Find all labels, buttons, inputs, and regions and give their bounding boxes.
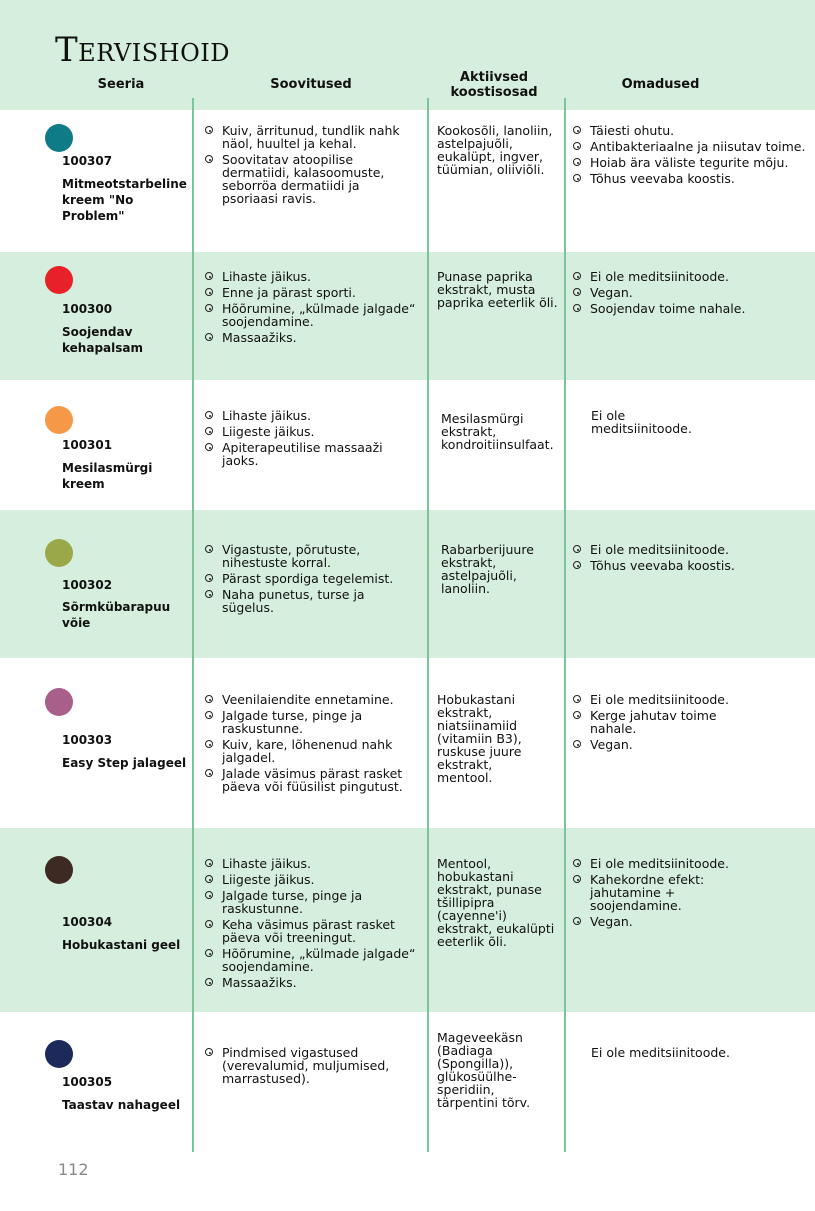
ingredients-text: Rabarberijuure ekstrakt, astelpajuõli, lanoliin. xyxy=(441,542,534,596)
product-code: 100304 xyxy=(62,915,113,929)
list-item: Massaažiks. xyxy=(205,976,417,989)
recommendations-list xyxy=(205,270,417,347)
product-name: Sõrmkübarapuu võie xyxy=(62,600,171,630)
list-item: Liigeste jäikus. xyxy=(205,425,417,438)
list-item: Kerge jahutav toime nahale. xyxy=(573,709,738,735)
list-item: Täiesti ohutu. xyxy=(573,124,808,137)
properties-list xyxy=(573,270,808,318)
list-item: Keha väsimus pärast rasket päeva või treeningut. xyxy=(205,918,417,944)
properties-list xyxy=(573,693,738,754)
product-code: 100300 xyxy=(62,302,113,316)
list-item: Tõhus veevaba koostis. xyxy=(573,559,808,572)
ingredients-text: Hobukastani ekstrakt, niatsiinamiid (vitamiin B3), ruskuse juure ekstrakt, mentool. xyxy=(437,692,522,785)
list-item: Hõõrumine, „külmade jalgade“ soojendamine. xyxy=(205,302,417,328)
properties-list xyxy=(573,543,808,575)
properties-list xyxy=(573,857,733,931)
column-divider xyxy=(427,98,429,1152)
list-item: Soojendav toime nahale. xyxy=(573,302,808,315)
product-name: Taastav nahageel xyxy=(62,1098,181,1112)
list-item: Soovitatav atoopilise dermatiidi, kalasoomuste, seborröa dermatiidi ja psoriaasi ravis. xyxy=(205,153,417,205)
list-item: Tõhus veevaba koostis. xyxy=(573,172,808,185)
list-item: Lihaste jäikus. xyxy=(205,857,417,870)
properties-text: Ei ole meditsiinitoode. xyxy=(591,408,692,436)
list-item: Jalgade turse, pinge ja raskustunne. xyxy=(205,709,417,735)
product-code: 100303 xyxy=(62,733,113,747)
list-item: Ei ole meditsiinitoode. xyxy=(573,270,808,283)
series-color-dot xyxy=(45,124,73,152)
list-item: Naha punetus, turse ja sügelus. xyxy=(205,588,417,614)
list-item: Pindmised vigastused (verevalumid, muljumised, marrastused). xyxy=(205,1046,395,1085)
product-code: 100301 xyxy=(62,438,113,452)
column-header-properties: Omadused xyxy=(621,77,700,92)
recommendations-list xyxy=(205,857,417,992)
recommendations-list xyxy=(205,693,417,796)
column-header-series: Seeria xyxy=(97,77,145,92)
series-color-dot xyxy=(45,688,73,716)
properties-text: Ei ole meditsiinitoode. xyxy=(591,1045,730,1060)
series-color-dot xyxy=(45,406,73,434)
product-name: Easy Step jalageel xyxy=(62,756,187,770)
series-color-dot xyxy=(45,266,73,294)
list-item: Jalade väsimus pärast rasket päeva või füüsilist pingutust. xyxy=(205,767,417,793)
list-item: Hoiab ära väliste tegurite mõju. xyxy=(573,156,808,169)
product-code: 100302 xyxy=(62,578,113,592)
list-item: Kahekordne efekt: jahutamine + soojendamine. xyxy=(573,873,733,912)
list-item: Enne ja pärast sporti. xyxy=(205,286,417,299)
list-item: Ei ole meditsiinitoode. xyxy=(573,857,733,870)
series-color-dot xyxy=(45,539,73,567)
list-item: Vegan. xyxy=(573,915,733,928)
properties-list xyxy=(573,124,808,188)
list-item: Vigastuste, põrutuste, nihestuste korral. xyxy=(205,543,417,569)
product-code: 100307 xyxy=(62,154,113,168)
list-item: Massaažiks. xyxy=(205,331,417,344)
list-item: Jalgade turse, pinge ja raskustunne. xyxy=(205,889,417,915)
column-header-ingredients: Aktiivsed koostisosad xyxy=(450,70,538,100)
series-color-dot xyxy=(45,1040,73,1068)
list-item: Kuiv, ärritunud, tundlik nahk näol, huultel ja kehal. xyxy=(205,124,417,150)
page-title: Tervishoid xyxy=(55,30,230,70)
list-item: Ei ole meditsiinitoode. xyxy=(573,543,808,556)
recommendations-list xyxy=(205,1046,395,1088)
product-name: Hobukastani geel xyxy=(62,938,181,952)
product-name: Mesilasmürgi kreem xyxy=(62,461,153,491)
list-item: Vegan. xyxy=(573,738,738,751)
list-item: Kuiv, kare, lõhenenud nahk jalgadel. xyxy=(205,738,417,764)
list-item: Antibakteriaalne ja niisutav toime. xyxy=(573,140,808,153)
page-number: 112 xyxy=(58,1160,89,1179)
list-item: Liigeste jäikus. xyxy=(205,873,417,886)
list-item: Lihaste jäikus. xyxy=(205,270,417,283)
ingredients-text: Kookosõli, lanoliin, astelpajuõli, eukalüpt, ingver, tüümian, oliiviõli. xyxy=(437,123,553,177)
column-divider xyxy=(564,98,566,1152)
list-item: Veenilaiendite ennetamine. xyxy=(205,693,417,706)
list-item: Apiterapeutilise massaaži jaoks. xyxy=(205,441,417,467)
series-color-dot xyxy=(45,856,73,884)
list-item: Ei ole meditsiinitoode. xyxy=(573,693,738,706)
product-name: Mitmeotstarbeline kreem "No Problem" xyxy=(62,177,187,223)
ingredients-text: Mageveekäsn (Badiaga (Spongilla)), glükosüülhe-speridiin, tärpentini tõrv. xyxy=(437,1030,531,1110)
column-header-recommendations: Soovitused xyxy=(270,77,352,92)
product-name: Soojendav kehapalsam xyxy=(62,325,143,355)
product-code: 100305 xyxy=(62,1075,113,1089)
list-item: Hõõrumine, „külmade jalgade“ soojendamine. xyxy=(205,947,417,973)
column-divider xyxy=(192,98,194,1152)
ingredients-text: Mesilasmürgi ekstrakt, kondroitiinsulfaat. xyxy=(441,411,554,452)
ingredients-text: Punase paprika ekstrakt, musta paprika eeterlik õli. xyxy=(437,269,558,310)
recommendations-list xyxy=(205,409,417,470)
recommendations-list xyxy=(205,124,417,208)
list-item: Pärast spordiga tegelemist. xyxy=(205,572,417,585)
ingredients-text: Mentool, hobukastani ekstrakt, punase tšillipipra (cayenne'i) ekstrakt, eukalüpti eeterlik õli. xyxy=(437,856,555,949)
recommendations-list xyxy=(205,543,417,617)
list-item: Vegan. xyxy=(573,286,808,299)
list-item: Lihaste jäikus. xyxy=(205,409,417,422)
